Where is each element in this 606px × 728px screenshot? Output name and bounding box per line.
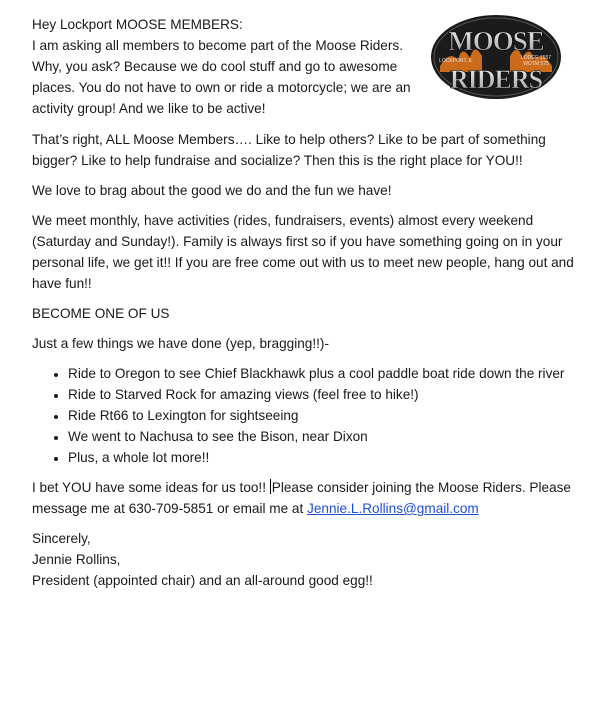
list-intro: Just a few things we have done (yep, bragging!!)-: [32, 336, 329, 351]
closing-text-2: Please consider joining the Moose Riders. Please message me at 630-709-5851 or email me at: [32, 480, 571, 516]
moose-riders-logo: [430, 14, 562, 100]
closing-paragraph: [32, 477, 580, 519]
list-item: • Ride to Oregon to see Chief Blackhawk plus a cool paddle boat ride down the river: [68, 363, 580, 384]
list-item: • Plus, a whole lot more!!: [68, 447, 580, 468]
logo-right-small-2: WOTM 575: [523, 61, 549, 67]
signoff: Sincerely,: [32, 531, 91, 546]
text-cursor: [270, 479, 271, 494]
logo-left-small: LOCKPORT, IL: [439, 58, 473, 64]
paragraph-all-members: That’s right, ALL Moose Members…. Like to help others? Like to be part of something bigger? Like to help fundraise and socialize? Then this is the right place for YOU!!: [32, 132, 546, 168]
paragraph-meetings: We meet monthly, have activities (rides, fundraisers, events) almost every weekend (Saturday and Sunday!). Family is always first so if you have something going on in your personal life, we get it!! If you are free come out with us to meet new people, hang out and have fun!!: [32, 213, 574, 291]
signer-name: Jennie Rollins,: [32, 552, 121, 567]
email-link[interactable]: Jennie.L.Rollins@gmail.com: [307, 501, 479, 516]
signature-block: [32, 528, 580, 591]
list-item: • Ride Rt66 to Lexington for sightseeing: [68, 405, 580, 426]
signer-title: President (appointed chair) and an all-around good egg!!: [32, 573, 373, 588]
logo-bottom-text: RIDERS: [449, 65, 543, 94]
greeting: Hey Lockport MOOSE MEMBERS:: [32, 17, 243, 32]
logo-top-text: MOOSE: [448, 26, 544, 56]
list-item: • We went to Nachusa to see the Bison, near Dixon: [68, 426, 580, 447]
heading-become-one: BECOME ONE OF US: [32, 306, 170, 321]
intro-paragraph: I am asking all members to become part of the Moose Riders. Why, you ask? Because we do cool stuff and go to awesome places. You do not have to own or ride a motorcycle; we are an activity group! And we like to be active!: [32, 38, 411, 116]
letter-body: [32, 14, 580, 591]
logo-right-small-1: LODGE 1557: [520, 55, 552, 61]
activities-list: [32, 363, 580, 468]
closing-text-1: I bet YOU have some ideas for us too!!: [32, 480, 270, 495]
list-item: • Ride to Starved Rock for amazing views (feel free to hike!): [68, 384, 580, 405]
intro-block: [32, 14, 427, 119]
paragraph-brag: We love to brag about the good we do and the fun we have!: [32, 183, 392, 198]
